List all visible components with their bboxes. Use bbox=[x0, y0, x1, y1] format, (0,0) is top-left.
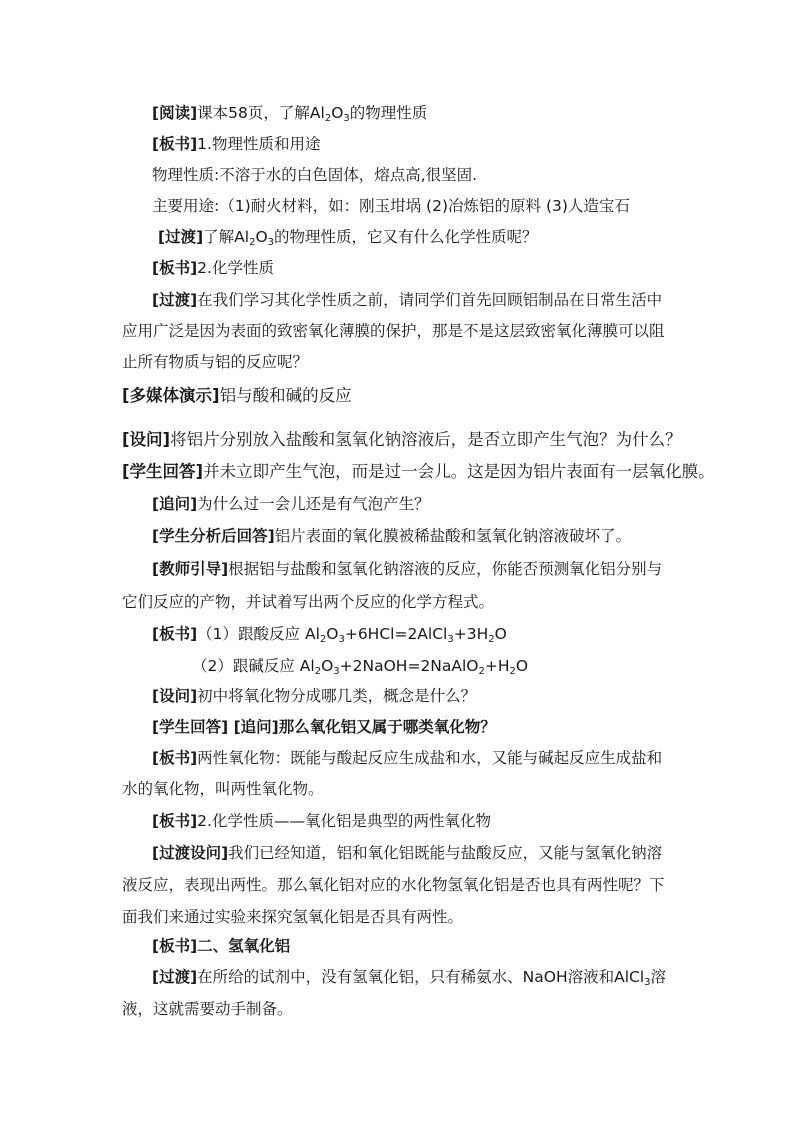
line-9 bbox=[122, 352, 308, 372]
line-22-text: 水的氧化物，叫两性氧化物。 bbox=[122, 780, 324, 798]
line-15-tag: [教师引导] bbox=[152, 560, 229, 578]
line-27 bbox=[152, 936, 290, 956]
line-23-text: 2.化学性质——氧化铝是典型的两性氧化物 bbox=[197, 812, 491, 830]
line-17 bbox=[152, 624, 507, 644]
line-6-text: 2.化学性质 bbox=[197, 259, 274, 277]
line-18 bbox=[192, 656, 528, 676]
line-17-tag: [板书] bbox=[152, 625, 198, 643]
line-11 bbox=[122, 430, 682, 450]
line-13 bbox=[152, 494, 430, 514]
line-4 bbox=[152, 196, 630, 216]
line-26-text: 面我们来通过实验来探究氢氧化铝是否具有两性。 bbox=[122, 908, 464, 926]
line-9-text: 止所有物质与铝的反应呢？ bbox=[122, 353, 309, 371]
line-16-text: 它们反应的产物，并试着写出两个反应的化学方程式。 bbox=[122, 593, 495, 611]
line-20-text: 那么氧化铝又属于哪类氧化物？ bbox=[278, 718, 496, 736]
line-8 bbox=[122, 321, 665, 341]
line-28-text: 在所给的试剂中，没有氢氧化铝，只有稀氨水、NaOH溶液和AlCl$_3$溶 bbox=[197, 968, 667, 988]
line-28 bbox=[152, 967, 666, 987]
line-2-text: 1.物理性质和用途 bbox=[197, 135, 321, 153]
line-18-text: （2）跟碱反应 $Al_2O_3+2NaOH=2NaAlO_2+H_2O$ bbox=[192, 657, 529, 677]
line-8-text: 应用广泛是因为表面的致密氧化薄膜的保护，那是不是这层致密氧化薄膜可以阻 bbox=[122, 322, 665, 340]
line-14-text: 铝片表面的氧化膜被稀盐酸和氢氧化钠溶液破坏了。 bbox=[274, 527, 632, 545]
line-29 bbox=[122, 999, 293, 1019]
line-24 bbox=[152, 843, 662, 863]
line-14-tag: [学生分析后回答] bbox=[152, 527, 275, 545]
line-26 bbox=[122, 907, 463, 927]
line-19 bbox=[152, 686, 476, 706]
line-4-text: 主要用途:（1)耐火材料，如：刚玉坩埚 (2)冶炼铝的原料 (3)人造宝石 bbox=[152, 197, 630, 215]
line-10 bbox=[122, 386, 352, 406]
line-11-text: 将铝片分别放入盐酸和氢氧化钠溶液后，是否立即产生气泡？为什么？ bbox=[170, 430, 682, 449]
line-21-tag: [板书] bbox=[152, 749, 198, 767]
line-21 bbox=[152, 748, 662, 768]
line-24-text: 我们已经知道，铝和氧化铝既能与盐酸反应，又能与氢氧化钠溶 bbox=[228, 844, 663, 862]
line-27-text: 二、氢氧化铝 bbox=[197, 937, 291, 955]
line-19-tag: [设问] bbox=[152, 687, 198, 705]
line-1 bbox=[152, 103, 427, 123]
line-15-text: 根据铝与盐酸和氢氧化钠溶液的反应，你能否预测氧化铝分别与 bbox=[228, 560, 663, 578]
line-25 bbox=[122, 875, 665, 895]
line-6 bbox=[152, 258, 274, 278]
line-5 bbox=[158, 227, 538, 247]
line-21-text: 两性氧化物：既能与酸起反应生成盐和水，又能与碱起反应生成盐和 bbox=[197, 749, 663, 767]
line-5-tag: [过渡] bbox=[158, 228, 204, 246]
line-10-tag: [多媒体演示] bbox=[122, 386, 220, 405]
line-7-text: 在我们学习其化学性质之前，请同学们首先回顾铝制品在日常生活中 bbox=[197, 291, 663, 309]
line-2-tag: [板书] bbox=[152, 135, 198, 153]
line-24-tag: [过渡设问] bbox=[152, 844, 229, 862]
line-27-tag: [板书] bbox=[152, 937, 198, 955]
line-12 bbox=[122, 462, 715, 482]
line-15 bbox=[152, 559, 662, 579]
line-14 bbox=[152, 526, 631, 546]
line-20-tag: [学生回答] [追问] bbox=[152, 718, 279, 736]
line-12-tag: [学生回答] bbox=[122, 462, 204, 481]
line-2 bbox=[152, 134, 320, 154]
line-11-tag: [设问] bbox=[122, 430, 171, 449]
line-23 bbox=[152, 811, 491, 831]
line-19-text: 初中将氧化物分成哪几类，概念是什么？ bbox=[197, 687, 477, 705]
line-6-tag: [板书] bbox=[152, 259, 198, 277]
line-1-text: 课本58页，了解$Al_2O_3$的物理性质 bbox=[197, 104, 428, 124]
line-13-tag: [追问] bbox=[152, 495, 198, 513]
line-13-text: 为什么过一会儿还是有气泡产生？ bbox=[197, 495, 430, 513]
line-20 bbox=[152, 717, 496, 737]
line-29-text: 液，这就需要动手制备。 bbox=[122, 1000, 293, 1018]
line-28-tag: [过渡] bbox=[152, 968, 198, 986]
line-7-tag: [过渡] bbox=[152, 291, 198, 309]
line-12-text: 并未立即产生气泡，而是过一会儿。这是因为铝片表面有一层氧化膜。 bbox=[203, 462, 715, 481]
line-1-tag: [阅读] bbox=[152, 104, 198, 122]
line-16 bbox=[122, 592, 494, 612]
line-3 bbox=[152, 165, 477, 185]
line-5-text: 了解$Al_2O_3$的物理性质，它又有什么化学性质呢？ bbox=[203, 228, 538, 248]
line-10-text: 铝与酸和碱的反应 bbox=[219, 386, 352, 405]
line-25-text: 液反应，表现出两性。那么氧化铝对应的水化物氢氧化铝是否也具有两性呢？下 bbox=[122, 876, 665, 894]
line-3-text: 物理性质:不溶于水的白色固体，熔点高,很坚固. bbox=[152, 166, 478, 184]
line-17-text: （1）跟酸反应 $Al_2O_3+6HCl=2AlCl_3+3H_2O$ bbox=[197, 625, 507, 645]
line-23-tag: [板书] bbox=[152, 812, 198, 830]
line-7 bbox=[152, 290, 662, 310]
line-22 bbox=[122, 779, 324, 799]
